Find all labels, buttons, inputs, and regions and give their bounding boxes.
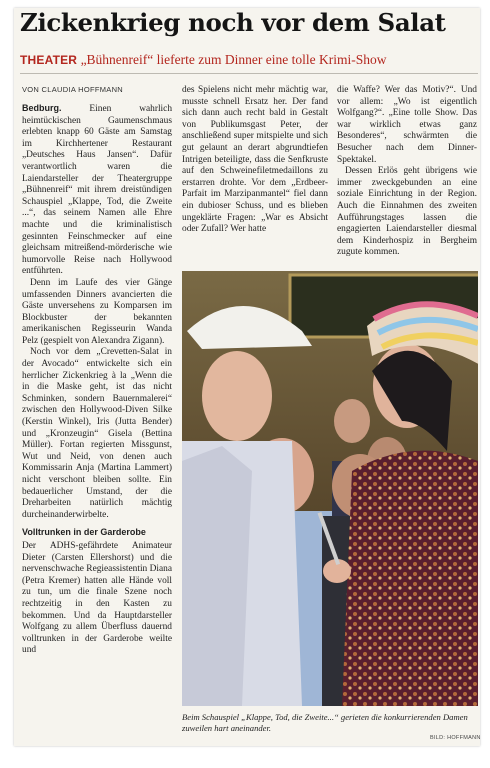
dateline: Bedburg.: [22, 103, 62, 113]
paragraph: Dessen Erlös geht übrigens wie immer zweckgebunden an eine soziale Einrichtung in der Region. Auch die Einnahmen des zweiten Aufführungstages lassen die engagierten Laiendarsteller diesmal dem Kinderhospiz in Bergheim zugute kommen.: [337, 166, 477, 258]
headline: Zickenkrieg noch vor dem Salat: [20, 8, 446, 37]
photo-caption: Beim Schauspiel „Klappe, Tod, die Zweite...“ gerieten die konkurrierenden Damen zuweilen hart aneinander.: [182, 712, 468, 733]
article-column-3: [337, 85, 477, 259]
paragraph: des Spielens nicht mehr mächtig war, musste schnell Ersatz her. Der fand sich dann auch recht bald in Gestalt von Publikumsgast Peter, der anschließend super mitspielte und sich gut gelaunt an derart abgrundtiefen Intrigen beteiligte, dass die Senfkruste auf den Schweinefiletmedaillons zu erstarren drohte. Vor dem „Erdbeer-Parfait im Marzipanmantel“ fiel dann ein dubioser Schuss, und es blieben ungeklärte Fragen: „War es Absicht oder Zufall? Wer hatte: [182, 85, 328, 235]
paragraph: Denn im Laufe des vier Gänge umfassenden Dinners avancierten die Gäste unversehens zu Komparsen im Blockbuster der bekannten amerikanischen Regisseurin Wanda Pelz (gespielt von Alexandra Zigann).: [22, 277, 172, 346]
photo-credit: BILD: HOFFMANN: [430, 735, 481, 741]
article-photo: [182, 271, 478, 706]
article-column-2: [182, 85, 328, 236]
kicker: THEATER: [20, 53, 78, 67]
paragraph: die Waffe? Wer das Motiv?“. Und vor allem: „Wo ist eigentlich Wolfgang?“. „Eine tolle Show. Das war wirklich etwas ganz Besonderes“, schwärmten die Besucher nach dem Dinner-Spektakel.: [337, 85, 477, 165]
section-subhead: Volltrunken in der Garderobe: [22, 527, 146, 538]
photo-illustration: [182, 271, 478, 706]
divider: [20, 73, 478, 74]
paragraph: Noch vor dem „Crevetten-Salat in der Avocado“ entwickelte sich ein herrlicher Zickenkrieg à la „Wenn die in die Maske geht, ist das nicht Schminken, sondern Bauernmalerei“ zwischen den Hollywood-Diven Silke (Kerstin Winkel), Iris (Jutta Bender) und „Kronzeugin“ Gisela (Bettina Müller). Fortan regierten Missgunst, Wut und Neid, von denen auch Kommissarin Anja (Martina Lammert) nicht verschont bleiben sollte. Ein bedauerlicher Umstand, der die Dreharbeiten natürlich mächtig durcheinanderwirbelte.: [22, 347, 172, 520]
byline: VON CLAUDIA HOFFMANN: [22, 85, 124, 94]
subheadline-line: [20, 52, 480, 68]
subheadline: „Bühnenreif“ lieferte zum Dinner eine tolle Krimi-Show: [80, 52, 387, 67]
article-column-1: [22, 103, 172, 657]
paragraph: Der ADHS-gefährdete Animateur Dieter (Carsten Ellershorst) und die nervenschwache Regieassistentin Diana (Petra Kremer) hatten alle Hände voll zu tun, um die finale Szene noch rechtzeitig in den Kasten zu bekommen. Und da Hauptdarsteller Wolfgang zu allem Überfluss dauernd volltrunken in der Garderobe weilte und: [22, 540, 172, 656]
paragraph: [22, 103, 172, 278]
paragraph-text: Einen wahrlich heimtückischen Gaumenschmaus erlebten knapp 60 Gäste am Samstag im Kirchhertener Restaurant „Deutsches Haus Jansen“. Dafür verantwortlich waren die Laiendarsteller der Theatergruppe „Bühnenreif“ mit ihrem dreistündigen Schauspiel „Klappe, Tod, die Zweite ...“, das seinem Namen alle Ehre machte und die kriminalistisch gesinnten Feinschmecker auf eine gleichsam mitreißend-mörderische wie humorvolle Reise nach Hollywood entführten.: [22, 104, 173, 277]
